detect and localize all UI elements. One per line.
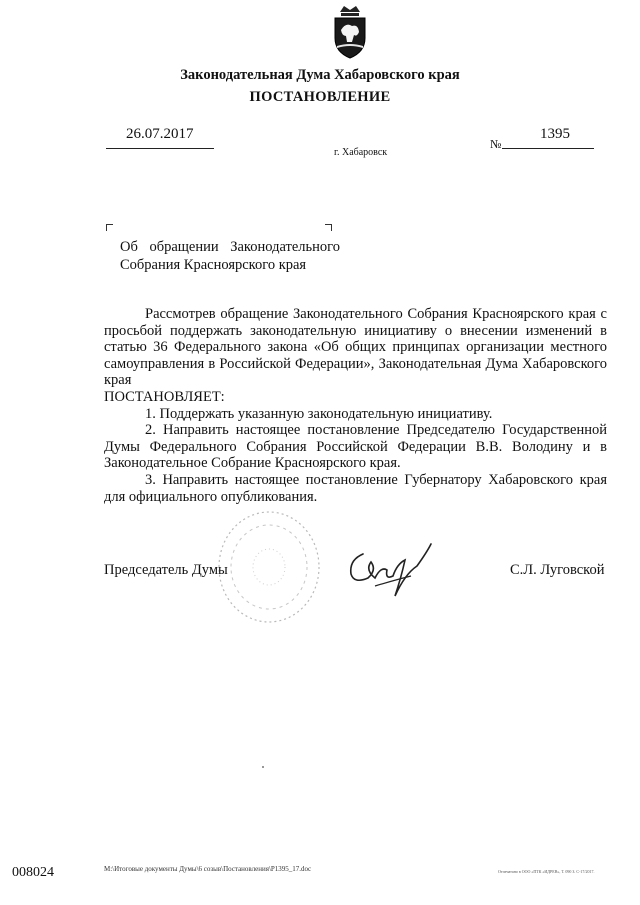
number-underline — [502, 148, 594, 149]
resolution-item: 2. Направить настоящее постановление Председателю Государственной Думы Федерального Собрания Российской Федерации В.В. Володину и в Законодательное Собрание Красноярского края. — [104, 422, 607, 472]
document-date: 26.07.2017 — [126, 126, 194, 142]
preamble-paragraph: Рассмотрев обращение Законодательного Собрания Красноярского края с просьбой поддержать законодательную инициативу о внесении изменений в статью 36 Федерального закона «Об общих принципах организации местного самоуправления в Российской Федерации», Законодательная Дума Хабаровского края — [104, 306, 607, 389]
registration-number: 008024 — [12, 865, 54, 880]
file-path: M:\Итоговые документы Думы\6 созыв\Постановления\P1395_17.doc — [104, 865, 312, 873]
subject-corner-left-mark — [106, 224, 113, 231]
subject-corner-right-mark — [325, 224, 332, 231]
scan-speck — [262, 766, 264, 768]
document-number: 1395 — [540, 126, 570, 142]
seal-stamp-icon — [215, 508, 323, 626]
coat-of-arms-icon — [330, 4, 370, 60]
signatory-name: С.Л. Луговской — [510, 562, 605, 578]
date-underline — [106, 148, 214, 149]
document-type: ПОСТАНОВЛЕНИЕ — [249, 89, 391, 105]
signatory-position: Председатель Думы — [104, 562, 228, 578]
document-body — [104, 306, 607, 505]
printer-note: Отпечатано в ООО «ПТК «ИДРЕВ», Т. 090 З. С-17/2017. — [498, 869, 595, 874]
number-label: № — [490, 137, 502, 151]
city: г. Хабаровск — [334, 147, 388, 158]
resolution-item: 1. Поддержать указанную законодательную инициативу. — [145, 405, 493, 422]
resolves-heading: ПОСТАНОВЛЯЕТ: — [104, 388, 225, 405]
document-subject: Об обращении Законодательного Собрания Красноярского края — [120, 239, 340, 273]
organization-name: Законодательная Дума Хабаровского края — [180, 67, 460, 83]
handwritten-signature-icon — [335, 540, 445, 610]
resolution-item: 3. Направить настоящее постановление Губернатору Хабаровского края для официального опубликования. — [104, 471, 607, 505]
